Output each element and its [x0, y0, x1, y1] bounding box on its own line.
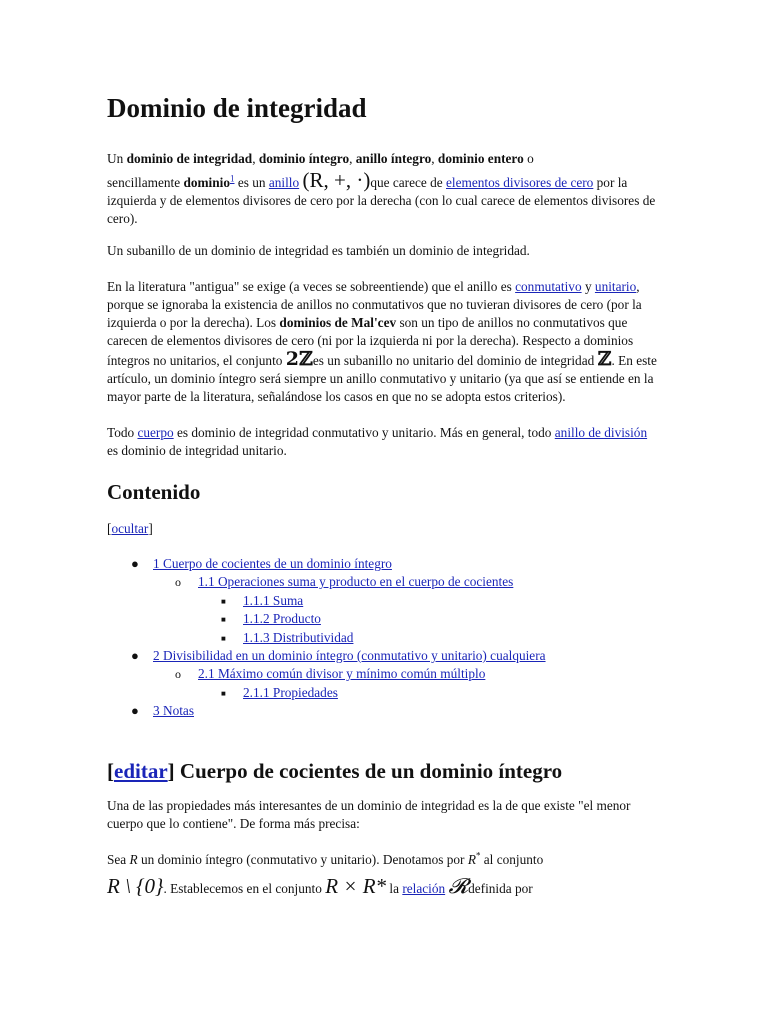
toc-link[interactable]: 1.1 Operaciones suma y producto en el cuerpo de cocientes: [198, 574, 514, 590]
toc-link[interactable]: 1 Cuerpo de cocientes de un dominio íntegro: [153, 556, 392, 571]
toc-heading: Contenido: [107, 480, 201, 504]
math-ring-formula: (R, +, ·): [302, 168, 371, 192]
bullet-icon: o: [175, 575, 181, 590]
cuerpo-link[interactable]: cuerpo: [137, 425, 174, 440]
math-z: ℤ: [597, 348, 612, 370]
toc-item: [107, 629, 659, 647]
subring-paragraph: Un subanillo de un dominio de integridad es también un dominio de integridad.: [107, 243, 530, 258]
relacion-link[interactable]: relación: [402, 880, 446, 896]
math-relation-symbol: 𝓡: [448, 873, 469, 898]
bullet-icon: ●: [131, 703, 139, 719]
bullet-icon: ■: [221, 596, 226, 606]
toc-link[interactable]: 2.1 Máximo común divisor y mínimo común múltiplo: [198, 666, 486, 682]
toc-hide-link[interactable]: ocultar: [111, 521, 149, 536]
toc-link[interactable]: 1.1.2 Producto: [243, 611, 321, 627]
section-paragraph-2: Sea R un dominio íntegro (conmutativo y unitario). Denotamos por R* al conjunto R \ {0}. Establecemos en el conjunto R × R* la relación 𝓡definida por: [107, 850, 544, 898]
toc-item: [107, 702, 659, 720]
field-paragraph: Todo cuerpo es dominio de integridad conmutativo y unitario. Más en general, todo anillo de división es dominio de integridad unitario.: [107, 425, 648, 458]
footnote-link[interactable]: 1: [230, 173, 235, 184]
toc-item: [107, 592, 659, 610]
toc-item: [107, 610, 659, 628]
toc-item: [107, 684, 659, 702]
bullet-icon: o: [175, 667, 181, 682]
toc-item: [107, 555, 659, 573]
toc-link[interactable]: 1.1.1 Suma: [243, 592, 304, 608]
section-heading: [editar] Cuerpo de cocientes de un dominio íntegro: [107, 758, 563, 783]
bullet-icon: ●: [131, 556, 139, 571]
toc-link[interactable]: 2 Divisibilidad en un dominio íntegro (conmutativo y unitario) cualquiera: [153, 648, 546, 664]
math-r-times-rstar: R × R*: [325, 873, 387, 898]
edit-section-link[interactable]: editar: [114, 758, 168, 783]
toc-link[interactable]: 1.1.3 Distributividad: [243, 629, 354, 645]
bullet-icon: ■: [221, 633, 226, 643]
section-paragraph-1: Una de las propiedades más interesantes de un dominio de integridad es la de que existe "el menor cuerpo que lo contiene". De forma más precisa:: [107, 797, 631, 831]
article: [107, 88, 659, 898]
toc-link[interactable]: 2.1.1 Propiedades: [243, 684, 338, 700]
toc-toggle: [ocultar]: [107, 521, 153, 536]
literature-paragraph: En la literatura "antigua" se exige (a veces se sobreentiende) que el anillo es conmutativo y unitario, porque se ignoraba la existencia de anillos no conmutativos que no tuvieran divisores de cero (por la izquierda o por la derecha). Los dominios de Mal'cev son un tipo de anillos no conmutativos que carecen de elementos divisores de cero (ni por la izquierda ni por la derecha). Respecto a dominios íntegros no unitarios, el conjunto 2ℤes un subanillo no unitario del dominio de integridad ℤ. En este artículo, un dominio íntegro será siempre un anillo conmutativo y unitario (ya que así se entiende en la mayor parte de la literatura, señalándose los casos en que no se adopta estos criterios).: [107, 279, 657, 404]
anillo-division-link[interactable]: anillo de división: [554, 425, 648, 440]
math-r-minus-zero: R \ {0}: [107, 873, 164, 898]
intro-paragraph: Un dominio de integridad, dominio íntegro, anillo íntegro, dominio entero o sencillamente dominio$^1$ es un anillo (R, +, ·)que carece de elementos divisores de cero por la izquierda y de elementos divisores de cero por la derecha (con lo cual carece de elementos divisores de cero).: [107, 151, 656, 226]
math-2z: 2ℤ: [285, 348, 313, 370]
toc-item: [107, 665, 659, 683]
toc-link[interactable]: 3 Notas: [153, 703, 194, 719]
anillo-link[interactable]: anillo: [268, 175, 300, 190]
table-of-contents: [107, 555, 659, 721]
unitario-link[interactable]: unitario: [594, 279, 637, 294]
bullet-icon: ■: [221, 615, 226, 625]
toc-item: [107, 573, 659, 591]
divisores-cero-link[interactable]: elementos divisores de cero: [446, 175, 594, 190]
bullet-icon: ●: [131, 648, 139, 664]
page-title: Dominio de integridad: [107, 93, 367, 123]
toc-item: [107, 647, 659, 665]
conmutativo-link[interactable]: conmutativo: [515, 279, 582, 294]
bullet-icon: ■: [221, 688, 226, 698]
